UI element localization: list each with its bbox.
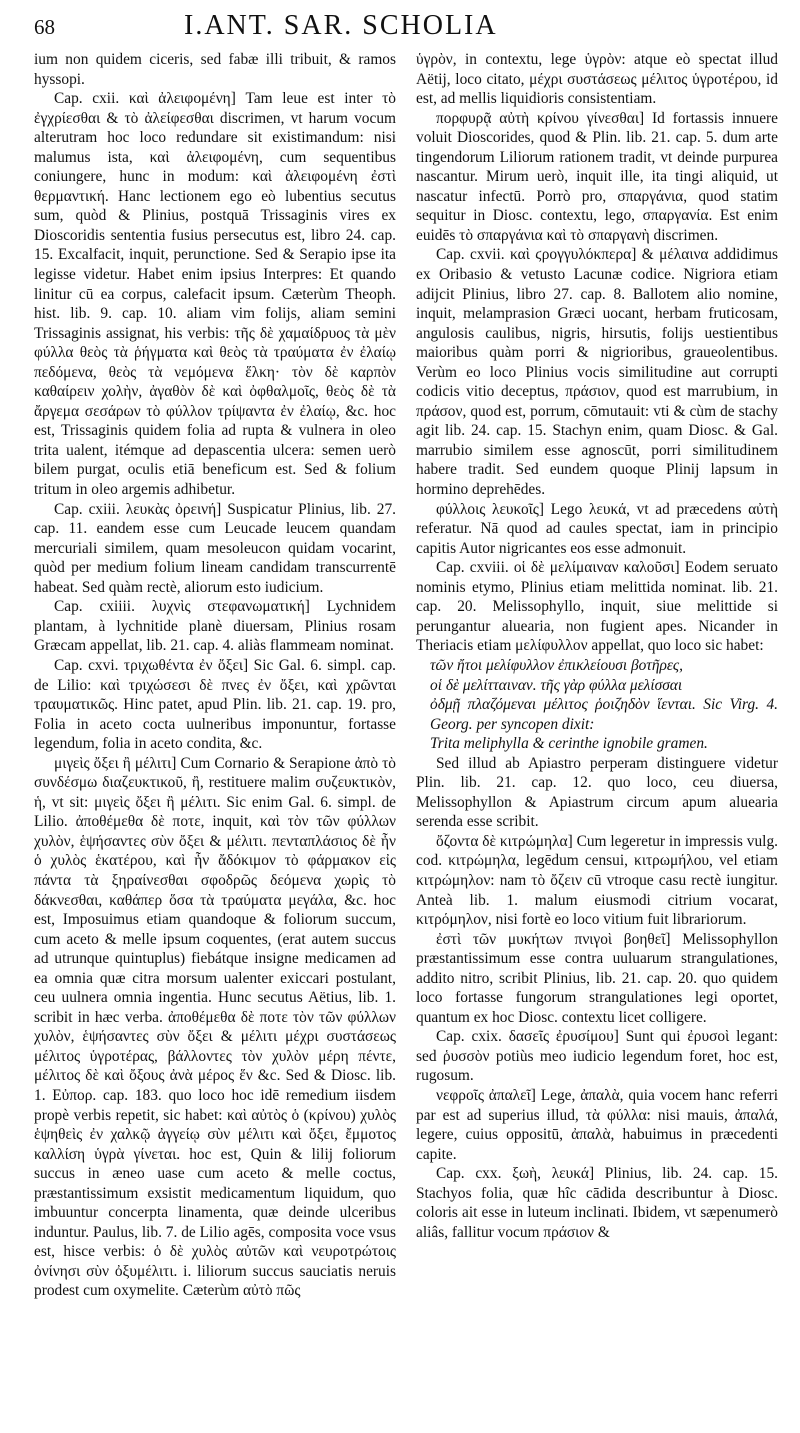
right-column-paragraph: οἱ δὲ μελίτταιναν. τῆς γὰρ φύλλα μελίσσαι <box>430 676 683 694</box>
right-column-paragraph: Cap. cxviii. οἱ δὲ μελίμαιναν καλοῦσι] Eodem seruato nominis etymo, Plinius etiam melittida nominat. lib. 21. cap. 20. Melissophyllo, inquit, siue melittide si perungantur aluearia, non fugient apes. Nicander in Theriacis etiam μελίφυλλον appellat, quo loco sic habet: <box>416 559 778 655</box>
right-column-paragraph: τῶν ἤτοι μελίφυλλον ἐπικλείουσι βοτῆρες, <box>430 656 683 674</box>
right-column-paragraph: Trita meliphylla & cerinthe ignobile gramen. <box>430 735 708 753</box>
right-column-paragraph: Cap. cxix. δασεῖς ἐρυσίμου] Sunt qui ἐρυσοὶ legant: sed ῥυσσὸν potiùs meo iudicio legendum foret, hoc est, rugosum. <box>416 1028 778 1085</box>
right-column-paragraph: ὄζοντα δὲ κιτρώμηλα] Cum legeretur in impressis vulg. cod. κιτρώμηλα, legēdum censui, κιτρωμήλου, vel etiam κιτρώμηλον: nam τὸ ὄζειν cū vtroque casu rectè iungitur. Anteà lib. 1. malum eiusmodi citrium vocarat, κιτρόμηλον, nisi fortè eo loco vitium fuit librariorum. <box>416 832 778 929</box>
left-column-paragraph: μιγεὶς ὄξει ἢ μέλιτι] Cum Cornario & Serapione ἀπὸ τὸ συνδέσμω διαζευκτικοῦ, ἢ, restituere malim συζευκτικὸν, ἡ, vt sit: μιγεὶς ὄξει ἢ μέλιτι. Sic enim Gal. 6. simpl. de Lilio. ἀποθέμεθα δὲ ποτε, inquit, καὶ τὸν τῶν φύλλων χυλὸν, ἑψήσαντες σὺν ὄξει & μέλιτι. πενταπλάσιος δὲ ἦν ὁ χυλὸς ἑκατέρου, καὶ ἦν ἄδόκιμον τὸ φάρμακον εἰς πάντα τὰ ξηραίνεσθαι σφοδρῶς δεόμενα χωρὶς τὸ δάκνεσθαι, καθάπερ ὅσα τὰ τραύματα μεγάλα, &c. hoc est, Imposuimus etiam quandoque & foliorum succum, cum aceto & melle ipsum coquentes, (erat autem succus ad utrunque quintuplus) fiebátque insigne medicamen ad ea omnia quæ citra morsum ualenter exiccari postulant, ceu uulnera omnia ingentia. Hunc secutus Aëtius, lib. 1. scribit in hæc verba. ἀποθέμεθα δὲ ποτε τὸν τῶν φύλλων χυλὸν, ἑψήσαντες σὺν ὄξει & μέλιτι μέχρι συστάσεως μέλιτος ὑγροτέρας, βάλλοντες τὸν χυλὸν μέρη πέντε, μέλιτος δὲ καὶ ὄξους ἀνὰ μέρος ἕν &c. Sed & Diosc. lib. 1. Εὐπορ. cap. 183. quo loco hoc idē remedium iisdem propè verbis repetit, sic habet: καὶ αὐτὸς ὁ (κρίνου) χυλὸς ἑψηθεὶς ἐν χαλκῷ ἀγγείῳ σὺν μέλιτι καὶ ὄξει, ἔμμοτος καλλίση ὑγρὰ γίνεται. hoc est, Quin & lilij foliorum succus in æneo uase cum aceto & melle coctus, præstantissimum exsistit medicamentum liquidum, quo imbuuntur concerpta linamenta, quæ deinde ulceribus induntur. Paulus, lib. 7. de Lilio agēs, composita voce vsus est, hisce verbis: ὁ δὲ χυλὸς αὐτῶν καὶ νευροτρώτοις ὀνίνησι σὺν ὀξυμέλιτι. i. liliorum succus sauciatis neruis prodest cum oxymelite. Cæterùm αὐτὸ πῶς <box>34 754 396 1300</box>
left-column-paragraph: Cap. cxiii. λευκὰς ὀρεινή] Suspicatur Plinius, lib. 27. cap. 11. eandem esse cum Leucade leucem quandam mercuriali similem, quam mesoleucon quidam vocarint, quòd per medium folium lineam candidam transcurrentē habeat. Sed quàm rectè, aliorum esto iudicium. <box>34 500 396 596</box>
right-column-paragraph: Cap. cxvii. καὶ ϛρογγυλόκπερα] & μέλαινα addidimus ex Oribasio & vetusto Lacunæ codice. Nigriora etiam adijcit Plinius, libro 27. cap. 8. Ballotem alio nomine, inquit, melamprasion Græci uocant, herbam fruticosam, angulosis caulibus, nigris, hirsutis, folijs uestientibus maioribus quàm porri & nigrioribus, graueolentibus. Verùm eo loco Plinius vocis similitudine aut corrupti codicis vitio deceptus, πράσιον, quod est marrubium, in πράσον, quod est, porrum, cōmutauit: vti & cùm de stachy agit lib. 24. cap. 15. Stachyn enim, quam Diosc. & Gal. marrubio similem esse agnoscūt, porri similitudinem habere tradit. Sed eundem quoque Plinij lapsum in hormino deprehēdes. <box>416 246 778 499</box>
left-column-paragraph: Cap. cxvi. τριχωθέντα ἐν ὄξει] Sic Gal. 6. simpl. cap. de Lilio: καὶ τριχώσεσι δὲ πνες ἐν ὄξει, καὶ χρῶνται τραυματικῶς. Hinc patet, apud Plin. lib. 21. cap. 19. pro, Folia in aceto cocta uulneribus imponuntur, fortasse legendum, folia in aceto condita, &c. <box>34 656 396 753</box>
left-column-paragraph: Cap. cxii. καὶ ἀλειφομένη] Tam leue est inter τὸ ἐγχρίεσθαι & τὸ ἀλείφεσθαι discrimen, vt harum vocum alterutram hoc loco redundare sit existimandum: nisi malumus ista, καὶ ἀλειφομένη, cum sequentibus coniungere, hunc in modum: καὶ ἀλειφομένη ἐστὶ θερμαντική. Hanc lectionem ego eò lubentius secutus sum, quòd & Plinius, postquā Trissaginis vires ex Dioscoridis sententia fusius persecutus est, libro 24. cap. 15. Excalfacit, inquit, perunctione. Sed & Serapio ipse ita legisse videtur. Habet enim ipsius Interpres: Et quando linitur cū ea corpus, calefacit ipsum. Cæterùm Theoph. hist. lib. 9. cap. 10. aliam vim folijs, aliam semini Trissaginis assignat, his verbis: τῆς δὲ χαμαίδρυος τὰ μὲν φύλλα θεὸς τὰ ῥήγματα καὶ θεὸς τὰ τραύματα ἐν ἐλαίῳ πεδόμενα, θεὸς τὰ νεμόμενα ἕλκη· τὸν δὲ καρπὸν καθαίρειν χολὴν, ἀγαθὸν δὲ καὶ ὀφθαλμοῖς, θεὸς δὲ τὰ ἄργεμα σεσάρων τὸ φύλλον τρίψαντα ἐν ἐλαίῳ, &c. hoc est, Trissaginis quidem folia ad rupta & vulnera in oleo trita ualent, itémque ad depascentia ulcera: semen uerò bilem purgat, oculis etiā beneficum est. Sed & folium tritum in oleo argemis adhibetur. <box>34 90 396 499</box>
right-column-paragraph: ὀδμῇ πλαζόμεναι μέλιτος ῥοιζηδὸν ἵενται. Sic Virg. 4. Georg. per syncopen dixit: <box>430 696 778 733</box>
running-title: I.ANT. SAR. SCHOLIA <box>184 10 498 41</box>
right-column-paragraph: πορφυρᾷ αὐτὴ κρίνου γίνεσθαι] Id fortassis innuere voluit Dioscorides, quod & Plin. lib. 21. cap. 5. dum arte tingendorum Liliorum rationem tradit, vt deinde purpurea nascantur. Mirum uerò, inquit ille, ita tingi aliquid, ut nascatur infectū. Porrò pro, σπαργάνια, quod statim sequitur in Diosc. contextu, lego, σπαργανία. Est enim euidēs τὸ σπαργάνια καὶ τὸ σπαργανὴ discrimen. <box>416 109 778 244</box>
text-columns <box>34 50 778 1301</box>
right-column-paragraph: φύλλοις λευκοῖς] Lego λευκά, vt ad præcedens αὐτὴ referatur. Nā quod ad caules spectat, iam in principio capitis Autor nigricantes eos esse admonuit. <box>416 500 778 557</box>
right-column-paragraph: ὑγρὸν, in contextu, lege ὑγρὸν: atque eò spectat illud Aëtij, loco citato, μέχρι συστάσεως μέλιτος ὑγροτέρου, id est, ad mellis liquidioris consistentiam. <box>416 51 778 108</box>
right-column-paragraph: ἐστὶ τῶν μυκήτων πνιγοὶ βοηθεῖ] Melissophyllon præstantissimum esse contra uuluarum strangulationes, addito nitro, scribit Plinius, lib. 21. cap. 20. quo quidem loco fortasse fungorum strangulationes legi oportet, quantum ex hoc Diosc. contextu licet colligere. <box>416 930 778 1026</box>
right-column <box>416 50 778 1301</box>
left-column-paragraph: Cap. cxiiii. λυχνὶς στεφανωματική] Lychnidem plantam, à lychnitide planè diuersam, Plinius rosam Græcam appellat, lib. 21. cap. 4. aliàs flammeam nominat. <box>34 598 396 655</box>
right-column-paragraph: νεφροῖς ἀπαλεῖ] Lege, ἀπαλὰ, quia vocem hanc referri par est ad superius illud, τὰ φύλλα: nisi mauis, ἀπαλά, legere, cuius oppositū, ἀπαλὰ, habuimus in præcedenti capite. <box>416 1086 778 1163</box>
left-column-paragraph: ium non quidem ciceris, sed fabæ illi tribuit, & ramos hyssopi. <box>34 51 396 88</box>
page-header <box>34 10 778 50</box>
right-column-paragraph: Cap. cxx. ξωὴ, λευκά] Plinius, lib. 24. cap. 15. Stachyos folia, quæ hîc cādida describuntur à Diosc. coloris ait esse in luteum inclinati. Ibidem, vt sæpenumerò aliâs, fallitur vocum πράσιον & <box>416 1165 778 1241</box>
page-number: 68 <box>34 15 55 39</box>
right-column-paragraph: Sed illud ab Apiastro perperam distinguere videtur Plin. lib. 21. cap. 12. quo loco, ceu diuersa, Melissophyllon & Apiastrum circum apum aluearia serenda esse scribit. <box>416 754 778 831</box>
left-column <box>34 50 396 1301</box>
